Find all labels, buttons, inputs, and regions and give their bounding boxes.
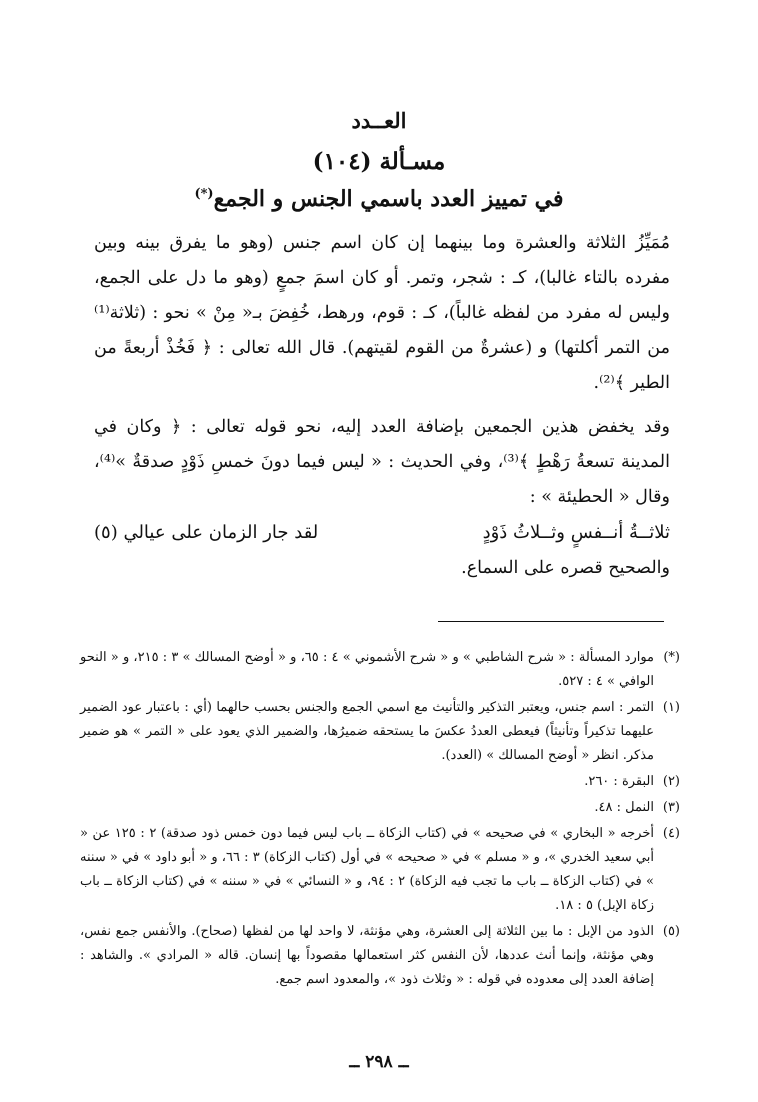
chapter-title: العــدد xyxy=(351,108,407,133)
footnote-number: (٢) xyxy=(662,774,680,789)
subject-title xyxy=(0,186,758,212)
footnote-text: الذود من الإبل : ما بين الثلاثة إلى العشرة، وهي مؤنثة، لا واحد لها من لفظها (صحاح). والأنفس جمع نفس، وهي مؤنثة، وإنما أنث عددها، لأن النفس كثر استعمالها مقصوداً بها إنسان. قاله « المرادي ». والشاهد : إضافة العدد إلى معدوده في قوله : « وثلاث ذود »، والمعدود اسم جمع. xyxy=(80,924,654,987)
poetry-verse xyxy=(94,522,670,543)
issue-title: مسـألة (١٠٤) xyxy=(312,148,446,175)
footnote-text: النمل : ٤٨. xyxy=(594,800,654,815)
paragraph-3: والصحيح قصره على السماع. xyxy=(461,558,670,578)
footnote-number: (٥) xyxy=(662,924,680,939)
footnote-text: التمر : اسم جنس، ويعتبر التذكير والتأنيث مع اسمي الجمع والجنس بحسب حالهما (أي : باعتبار عود الضمير عليهما تذكيراً وتأنيثاً) فيعطى العددُ عكسَ ما يستحقه ضميرُها، والضمير الذي يعود على « التمر » هو ضمير مذكر. انظر « أوضح المسالك » (العدد). xyxy=(80,700,654,763)
footnote-4 xyxy=(80,822,680,918)
footnote-text: أخرجه « البخاري » في صحيحه » في (كتاب الزكاة ــ باب ليس فيما دون خمس ذود صدقة) ٢ : ١٢٥ عن « أبي سعيد الخدري »، و « مسلم » في « صحيحه » في أول (كتاب الزكاة) ٣ : ٦٦، و « أبو داود » في « سننه » في (كتاب الزكاة ــ باب ما تجب فيه الزكاة) ٢ : ٩٤، و « النسائي » في « سننه » في (كتاب الزكاة ــ باب زكاة الإبل) ٥ : ١٨. xyxy=(80,826,654,913)
footnote-number: (*) xyxy=(663,650,680,665)
subject-text: في تمييز العدد باسمي الجنس و الجمع xyxy=(213,186,564,212)
footnote-number: (٣) xyxy=(662,800,680,815)
footnote-1 xyxy=(80,696,680,768)
footnotes xyxy=(80,646,680,994)
footnote-text: موارد المسألة : « شرح الشاطبي » و « شرح الأشموني » ٤ : ٦٥، و « أوضح المسالك » ٣ : ٢١٥، و « النحو الوافي » ٤ : ٥٢٧. xyxy=(80,650,655,689)
verse-first-hemistich: ثلاثــةُ أنــفسٍ وثــلاثُ ذَوْدٍ xyxy=(482,522,670,543)
verse-second-hemistich: لقد جار الزمان على عيالي (٥) xyxy=(94,522,319,543)
subject-footnote-mark: (*) xyxy=(194,186,214,202)
footnote-3 xyxy=(80,796,680,820)
footnote-star xyxy=(80,646,680,694)
paragraph-2: وقد يخفض هذين الجمعين بإضافة العدد إليه، نحو قوله تعالى : ﴿ وكان في المدينة تسعةُ رَهْطٍ ﴾⁽³⁾، وفي الحديث : « ليس فيما دونَ خمسِ ذَوْدٍ صدقةٌ »⁽⁴⁾، وقال « الحطيئة » : xyxy=(94,417,670,507)
footnote-text: البقرة : ٢٦٠. xyxy=(584,774,654,789)
page-number: ــ ٢٩٨ ــ xyxy=(349,1052,409,1072)
footnote-divider xyxy=(438,621,664,622)
footnote-number: (٤) xyxy=(662,826,680,841)
footnote-2 xyxy=(80,770,680,794)
footnote-number: (١) xyxy=(662,700,680,715)
footnote-5 xyxy=(80,920,680,992)
paragraph-1: مُمَيِّزُ الثلاثة والعشرة وما بينهما إن كان اسم جنس (وهو ما يفرق بينه وبين مفرده بالتاء غالبا)، كـ : شجر، وتمر. أو كان اسمَ جمعٍ (وهو ما دل على الجمع، وليس له مفرد من لفظه غالباً)، كـ : قوم، ورهط، خُفِضَ بـ« مِنْ » نحو : (ثلاثة⁽¹⁾ من التمر أكلتها) و (عشرةٌ من القوم لقيتهم). قال الله تعالى : ﴿ فَخُذْ أربعةً من الطير ﴾⁽²⁾. xyxy=(94,233,670,393)
